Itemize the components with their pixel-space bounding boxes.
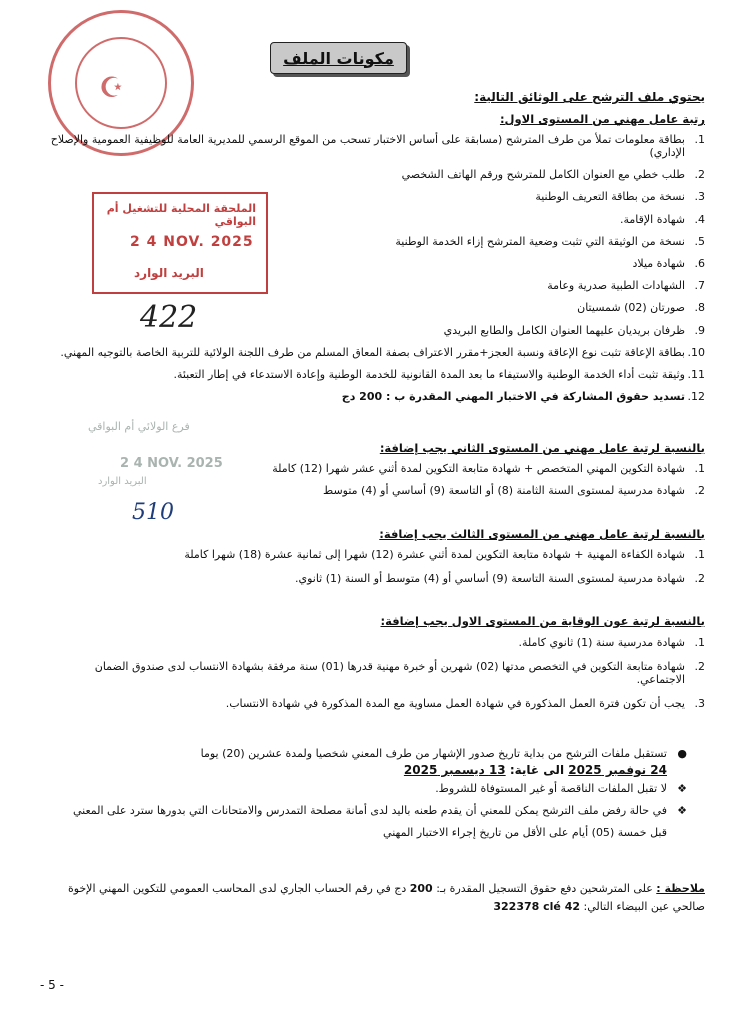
list-item: 1. شهادة الكفاءة المهنية + شهادة متابعة التكوين لمدة أثني عشرة (12) شهرا إلى ثمانية عشرة (18) شهرا كاملة (184, 548, 705, 561)
section-heading-4: بالنسبة لرتبة عون الوقاية من المستوى الاول يجب إضافة: (380, 614, 705, 628)
deadline-text: تستقبل ملفات الترشح من بداية تاريخ صدور الإشهار من طرف المعني شخصيا ولمدة عشرين (20) يوما (200, 747, 667, 760)
list-item: 6. شهادة ميلاد (632, 256, 705, 270)
list-item: 11. وثيقة تثبت أداء الخدمة الوطنية والاستيفاء ما بعد المدة القانونية للخدمة الوطنية وإعادة الاستدعاء في إطار التعبئة. (173, 367, 705, 381)
deadline-line (67, 746, 687, 762)
stamp-date: 2 4 NOV. 2025 (130, 234, 254, 250)
deadline-from: 24 نوفمبر 2025 (568, 763, 667, 777)
list-item: 7. الشهادات الطبية صدرية وعامة (547, 279, 705, 293)
section-3-list (145, 548, 705, 596)
intro-text: يحتوي ملف الترشح على الوثائق التالية: (474, 90, 705, 104)
deadline-block (67, 746, 687, 844)
list-item: 5. نسخة من الوثيقة التي تثبت وضعية المترشح إزاء الخدمة الوطنية (395, 234, 705, 248)
page-title-ribbon (270, 42, 407, 74)
list-item: 2. شهادة متابعة التكوين في التخصص مدتها (02) شهرين أو خبرة مهنية قدرها (01) سنة مرفقة بشهادة الانتساب لدى صندوق الضمان الاجتماعي. (94, 660, 705, 686)
list-item: 3. نسخة من بطاقة التعريف الوطنية (535, 190, 705, 204)
page-title: مكونات الملف (283, 48, 394, 68)
reception-stamp-red (92, 192, 268, 294)
stamp-incoming-mail: البريد الوارد (134, 266, 204, 280)
section-2-list (225, 462, 705, 506)
list-item: 1. شهادة مدرسية سنة (1) ثانوي كاملة. (518, 636, 705, 649)
account-number: 322378 clé 42 (493, 900, 581, 913)
deadline-dates (67, 762, 687, 778)
bullet-item: ❖ لا تقبل الملفات الناقصة أو غير المستوفاة للشروط. (435, 782, 687, 795)
stamp-incoming-mail: البريد الوارد (98, 476, 147, 487)
list-item: 4. شهادة الإقامة. (619, 212, 705, 226)
list-item: 8. صورتان (02) شمسيتان (577, 301, 705, 315)
fee-amount: 200 (409, 882, 433, 895)
handwritten-number: 422 (140, 300, 198, 335)
list-item: 2. شهادة مدرسية لمستوى السنة التاسعة (9) أساسي أو (4) متوسط أو السنة (1) ثانوي. (294, 572, 705, 585)
section-heading-1: رتبة عامل مهني من المستوى الاول: (499, 112, 705, 126)
list-item: 12. تسديد حقوق المشاركة في الاختبار المهني المقدرة ب : 200 دج (341, 390, 705, 404)
list-item: 2. شهادة مدرسية لمستوى السنة الثامنة (8) أو التاسعة (9) أساسي أو (4) متوسط (323, 484, 705, 497)
bullet-dot-icon: ● (677, 747, 687, 760)
diamond-bullet-icon: ❖ (677, 804, 687, 817)
section-heading-3: بالنسبة لرتبة عامل مهني من المستوى الثالث يجب إضافة: (379, 527, 705, 541)
deadline-to: 13 ديسمبر 2025 (403, 763, 506, 777)
stamp-date: 2 4 NOV. 2025 (120, 456, 223, 471)
list-item: 2. طلب خطي مع العنوان الكامل للمترشح ورقم الهاتف الشخصي (401, 168, 705, 182)
payment-note: ملاحظة : على المترشحين دفع حقوق التسجيل المقدرة بـ: 200 دج في رقم الحساب الجاري لدى المحاسب العمومي للتكوين المهني الإخوة صالحي عين البيضاء التالي: 322378 clé 42 (67, 882, 705, 913)
crescent-star-icon: ☪ (99, 71, 125, 104)
list-item: 9. ظرفان بريديان عليهما العنوان الكامل والطابع البريدي (443, 323, 705, 337)
note-label: ملاحظة : (656, 882, 705, 895)
reception-stamp-grey (58, 420, 240, 490)
section-4-list (45, 636, 705, 721)
stamp-branch-name: فرع الولائي أم البواقي (88, 420, 190, 433)
stamp-agency-name: الملحقة المحلية للتشغيل أم البواقي (106, 202, 256, 228)
diamond-bullet-icon: ❖ (677, 782, 687, 795)
list-item: 1. بطاقة معلومات تملأ من طرف المترشح (مسابقة على أساس الاختبار تسحب من الموقع الرسمي للمديرية العامة للوظيفية العمومية والإصلاح الإداري) (50, 133, 705, 159)
section-heading-2: بالنسبة لرتبة عامل مهني من المستوى الثاني يجب إضافة: (379, 441, 705, 455)
handwritten-number: 510 (132, 500, 174, 525)
list-item: 1. شهادة التكوين المهني المتخصص + شهادة متابعة التكوين لمدة أثني عشر شهرا (12) كاملة (272, 462, 705, 475)
deadline-sep: الى غاية: (509, 763, 569, 777)
page-number: - 5 - (40, 978, 64, 992)
list-item: 3. يجب أن تكون فترة العمل المذكورة في شهادة العمل مساوية مع المدة المذكورة في شهادة الانتساب. (225, 697, 705, 710)
bullet-item: ❖ في حالة رفض ملف الترشح يمكن للمعني أن يقدم طعنه باليد لدى أمانة مصلحة التمدرس والامتحانات التي بدورها سترد على المعني قبل خمسة (05) أيام على الأقل من تاريخ إجراء الاختبار المهني (67, 800, 687, 844)
list-item: 10. بطاقة الإعاقة تثبت نوع الإعاقة ونسبة العجز+مقرر الاعتراف بصفة المعاق المسلم من طرف اللجنة الولائية للتربية الخاصة بالتوجيه المهني. (60, 345, 705, 359)
